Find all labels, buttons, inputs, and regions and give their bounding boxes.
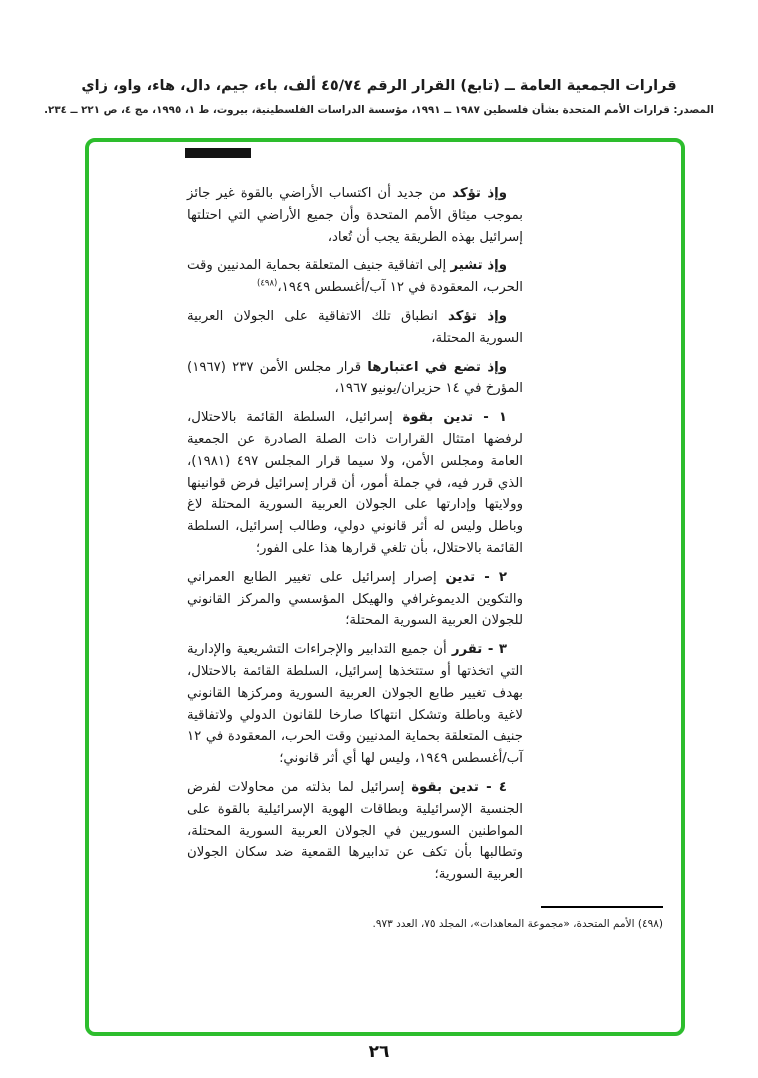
paragraph-lead: وإذ تؤكد (452, 186, 507, 201)
paragraph-body: إصرار إسرائيل على تغيير الطابع العمراني والتكوين الديموغرافي والهيكل المؤسسي والمركز القانوني للجولان العربية السورية المحتلة؛ (187, 569, 523, 629)
paragraph-lead: ٤ - تدين بقوة (411, 779, 507, 795)
paragraph-body: إلى اتفاقية جنيف المتعلقة بحماية المدنيين وقت الحرب، المعقودة في ١٢ آب/أغسطس ١٩٤٩، (187, 258, 523, 296)
scan-artifact-bar (185, 148, 251, 158)
resolution-paragraph (187, 183, 523, 248)
paragraph-lead: وإذ تضع في اعتبارها (367, 359, 508, 375)
paragraph-lead: ٢ - تدين (445, 569, 507, 585)
paragraph-body: من جديد أن اكتساب الأراضي بالقوة غير جائز بموجب ميثاق الأمم المتحدة وأن جميع الأراضي التي احتلتها إسرائيل بهذه الطريقة يجب أن تُعاد، (187, 186, 523, 245)
green-frame (85, 138, 685, 1036)
paragraph-lead: وإذ تؤكد (447, 308, 507, 324)
resolution-paragraph (187, 407, 523, 560)
resolution-paragraph (187, 357, 523, 401)
resolution-paragraph (187, 777, 523, 886)
paragraph-body: إسرائيل لما بذلته من محاولات لفرض الجنسية الإسرائيلية وبطاقات الهوية الإسرائيلية بالقوة على المواطنين السوريين في الجولان العربية السورية المحتلة، وتطالبها بأن تكف عن تدابيرها القمعية ضد سكان الجولان العربية السورية؛ (187, 779, 523, 883)
footnote-text: (٤٩٨) الأمم المتحدة، «مجموعة المعاهدات»، المجلد ٧٥، العدد ٩٧٣. (372, 918, 663, 930)
paragraph-lead: وإذ تشير (450, 258, 507, 274)
footnote-marker: (٤٩٨) (257, 278, 278, 289)
resolution-paragraph (187, 639, 523, 770)
paragraph-body: انطباق تلك الاتفاقية على الجولان العربية السورية المحتلة، (187, 308, 523, 346)
paragraph-lead: ١ - تدين بقوة (402, 410, 507, 426)
page-number: ٢٦ (368, 1042, 390, 1062)
resolution-paragraph (187, 567, 523, 632)
resolution-paragraph (187, 255, 523, 299)
paragraph-body: إسرائيل، السلطة القائمة بالاحتلال، لرفضها امتثال القرارات ذات الصلة الصادرة عن الجمعية العامة ومجلس الأمن، ولا سيما قرار المجلس ٤٩٧ (١٩٨١)، الذي قرر فيه، في جملة أمور، أن قرار إسرائيل فرض قوانينها وولايتها وإدارتها على الجولان العربية السورية المحتلة لاغ وباطل وليس له أثر قانوني دولي، وطالب إسرائيل، السلطة القائمة بالاحتلال، بأن تلغي قرارها هذا على الفور؛ (187, 410, 523, 556)
source-line: المصدر: قرارات الأمم المتحدة بشأن فلسطين ١٩٨٧ ــ ١٩٩١، مؤسسة الدراسات الفلسطينية، بيروت، ط ١، ١٩٩٥، مج ٤، ص ٢٢١ ــ ٢٣٤. (44, 104, 714, 116)
paragraph-lead: ٣ - تقرر (451, 642, 507, 658)
resolution-paragraph (187, 306, 523, 350)
footnote-area (363, 906, 663, 932)
resolution-text (187, 183, 523, 886)
footnote-rule (541, 906, 663, 908)
page-title: قرارات الجمعية العامة ــ (تابع) القرار الرقم ٤٥/٧٤ ألف، باء، جيم، دال، هاء، واو، زاي (81, 78, 677, 94)
paragraph-body: أن جميع التدابير والإجراءات التشريعية والإدارية التي اتخذتها أو ستتخذها إسرائيل، السلطة القائمة بالاحتلال، بهدف تغيير طابع الجولان العربية السورية ومركزها القانوني لاغية وباطلة وتشكل انتهاكا صارخا للقانون الدولي ولاتفاقية جنيف المتعلقة بحماية المدنيين وقت الحرب، المعقودة في ١٢ آب/أغسطس ١٩٤٩، وليس لها أي أثر قانوني؛ (187, 642, 523, 767)
paragraph-body: قرار مجلس الأمن ٢٣٧ (١٩٦٧) المؤرخ في ١٤ حزيران/يونيو ١٩٦٧، (187, 359, 523, 397)
